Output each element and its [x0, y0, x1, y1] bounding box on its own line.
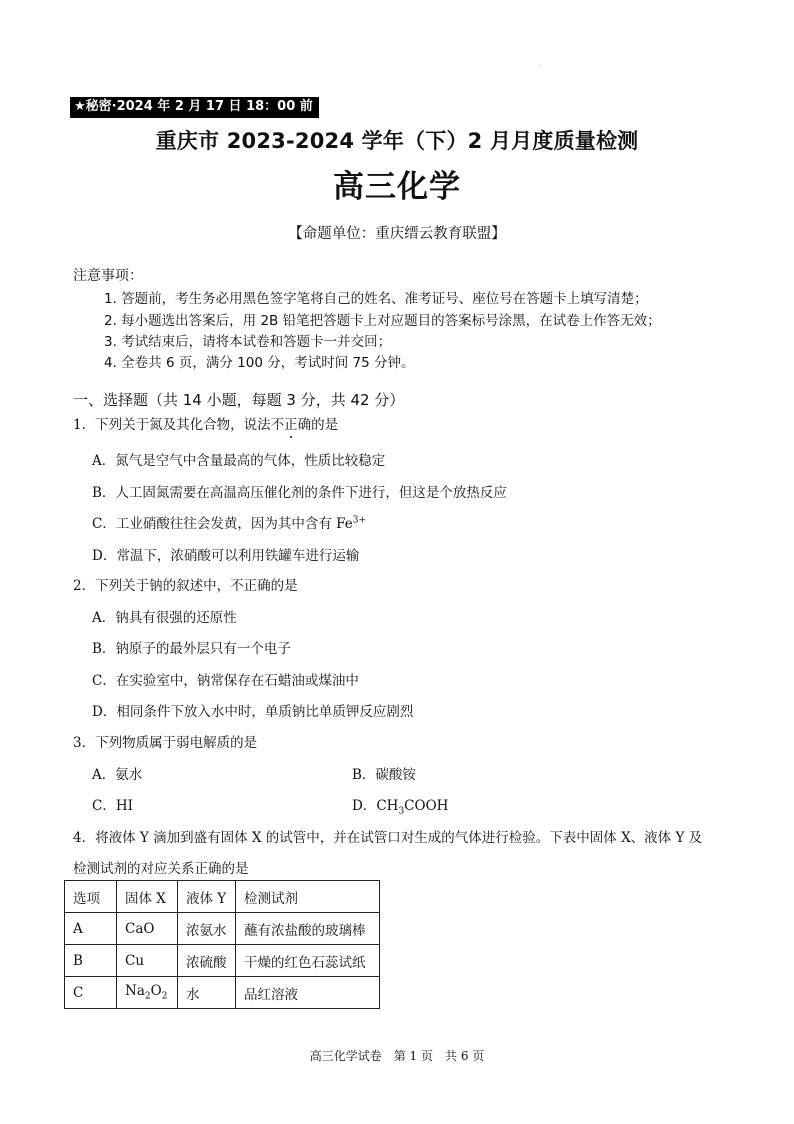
question-1-stem: 1．下列关于氮及其化合物，说法不正确的是 — [73, 417, 339, 433]
note-item: 4. 全卷共 6 页，满分 100 分，考试时间 75 分钟。 — [104, 355, 415, 371]
table-cell: 水 — [178, 977, 236, 1009]
table-cell: C — [65, 977, 117, 1009]
table-row — [65, 945, 380, 977]
section-heading: 一、选择题（共 14 小题，每题 3 分，共 42 分） — [73, 391, 405, 409]
question-2-option-b: B．钠原子的最外层只有一个电子 — [92, 641, 291, 657]
corner-mark: · — [539, 62, 542, 71]
table-cell: $Na_2O_2$ — [117, 977, 178, 1009]
exam-title: 重庆市 2023-2024 学年（下）2 月月度质量检测 — [155, 129, 639, 153]
note-item: 1. 答题前，考生务必用黑色签字笔将自己的姓名、准考证号、座位号在答题卡上填写清楚； — [104, 291, 648, 307]
emphasis-marked-text: 不正确 — [270, 417, 312, 433]
question-4-stem-line-1: 4．将液体 Y 滴加到盛有固体 X 的试管中，并在试管口对生成的气体进行检验。下表中固体 X、液体 Y 及 — [73, 830, 703, 846]
table-cell: A — [65, 913, 117, 945]
note-item: 3. 考试结束后，请将本试卷和答题卡一并交回； — [104, 334, 392, 350]
table-cell: 浓氨水 — [178, 913, 236, 945]
question-1-option-b: B．人工固氮需要在高温高压催化剂的条件下进行，但这是个放热反应 — [92, 485, 507, 501]
exam-unit: 【命题单位：重庆缙云教育联盟】 — [288, 226, 506, 242]
question-3-option-b: B．碳酸铵 — [352, 767, 416, 783]
question-1-option-d: D．常温下，浓硝酸可以利用铁罐车进行运输 — [92, 548, 360, 564]
table-row — [65, 913, 380, 945]
table-cell: CaO — [117, 913, 178, 945]
table-cell: 蘸有浓盐酸的玻璃棒 — [236, 913, 380, 945]
table-header-row — [65, 881, 380, 913]
notes-heading: 注意事项： — [73, 268, 143, 284]
question-3-option-a: A．氨水 — [92, 767, 143, 783]
table-header-cell: 固体 X — [117, 881, 178, 913]
exam-subject: 高三化学 — [333, 169, 461, 205]
table-cell: 干燥的红色石蕊试纸 — [236, 945, 380, 977]
question-3-stem: 3．下列物质属于弱电解质的是 — [73, 735, 258, 751]
question-2-option-c: C．在实验室中，钠常保存在石蜡油或煤油中 — [92, 673, 359, 689]
table-cell: 浓硫酸 — [178, 945, 236, 977]
question-3-option-d: D．$CH_3COOH$ — [352, 798, 449, 817]
question-1-option-a: A．氮气是空气中含量最高的气体，性质比较稳定 — [92, 453, 386, 469]
table-header-cell: 检测试剂 — [236, 881, 380, 913]
table-header-cell: 液体 Y — [178, 881, 236, 913]
question-2-stem: 2．下列关于钠的叙述中，不正确的是 — [73, 578, 298, 594]
note-item: 2. 每小题选出答案后，用 2B 铅笔把答题卡上对应题目的答案标号涂黑，在试卷上作答无效； — [104, 313, 661, 329]
table-cell: B — [65, 945, 117, 977]
table-header-cell: 选项 — [65, 881, 117, 913]
table-row — [65, 977, 380, 1009]
question-2-option-a: A．钠具有很强的还原性 — [92, 610, 237, 626]
footer-exam-name: 高三化学试卷 — [309, 1049, 382, 1063]
confidential-banner: ★秘密·2024 年 2 月 17 日 18：00 前 — [70, 97, 319, 118]
question-2-option-d: D．相同条件下放入水中时，单质钠比单质钾反应剧烈 — [92, 704, 414, 720]
footer-page-number: 第 1 页 — [393, 1049, 433, 1063]
question-1-option-c: C．工业硝酸往往会发黄，因为其中含有 $Fe^{3+}$ — [92, 515, 367, 532]
question-4-table — [64, 880, 380, 1009]
question-4-stem-line-2: 检测试剂的对应关系正确的是 — [73, 861, 249, 877]
footer-page-total: 共 6 页 — [445, 1049, 485, 1063]
question-3-option-c: C．HI — [92, 798, 133, 814]
table-cell: Cu — [117, 945, 178, 977]
table-cell: 品红溶液 — [236, 977, 380, 1009]
page-footer — [0, 1047, 794, 1064]
